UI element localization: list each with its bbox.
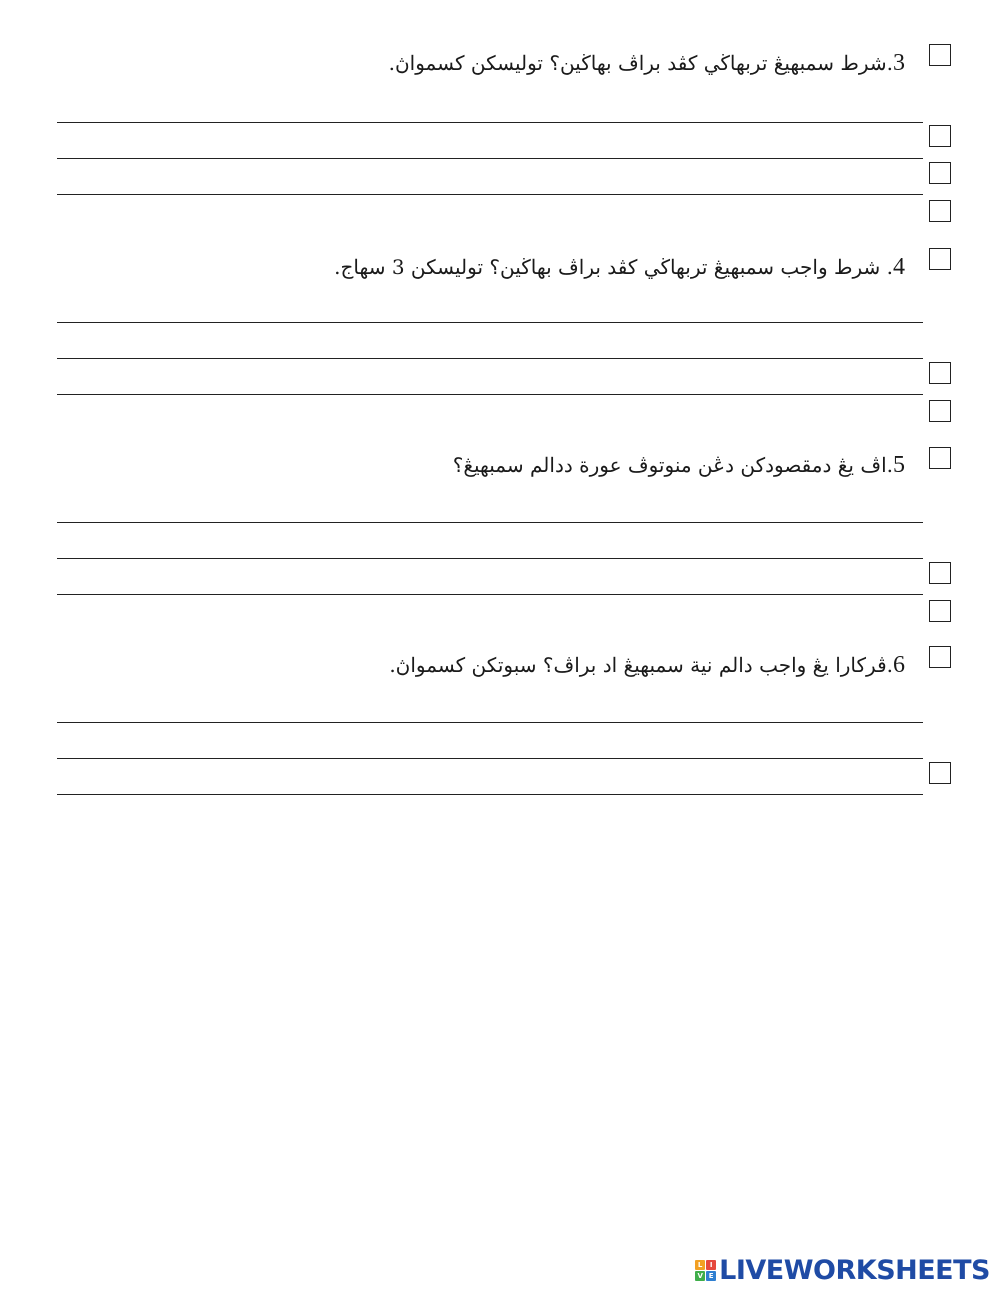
answer-line[interactable] [57,158,923,159]
answer-checkbox-q4[interactable] [929,248,951,270]
answer-checkbox-q3[interactable] [929,44,951,66]
question-5-text: .اڤ يڠ دمقصودكن دڠن منوتوڤ عورة ددالم سمبهيڠ؟ [452,453,893,477]
logo-mark-letter: I [706,1260,716,1270]
logo-text: LIVEWORKSHEETS [719,1254,990,1286]
logo-mark-letter: E [706,1271,716,1281]
answer-checkbox-q6[interactable] [929,646,951,668]
answer-line[interactable] [57,594,923,595]
answer-checkbox[interactable] [929,400,951,422]
answer-checkbox[interactable] [929,162,951,184]
question-4-text: . شرط واجب سمبهيڠ تربهاڬي كڤد براڤ بهاڬين؟ توليسكن 3 سهاج. [334,255,893,279]
answer-line[interactable] [57,558,923,559]
answer-line[interactable] [57,394,923,395]
question-4 [334,254,905,280]
answer-line[interactable] [57,522,923,523]
answer-line[interactable] [57,122,923,123]
question-5 [453,452,905,478]
question-4-number: 4 [893,254,905,280]
answer-checkbox[interactable] [929,362,951,384]
answer-line[interactable] [57,194,923,195]
answer-checkbox[interactable] [929,762,951,784]
question-3-text: .شرط سمبهيڠ تربهاڬي كڤد براڤ بهاڬين؟ توليسكن كسمواڽ. [388,51,893,75]
answer-checkbox[interactable] [929,200,951,222]
answer-line[interactable] [57,358,923,359]
question-3-number: 3 [893,50,905,76]
logo-mark-letter: V [695,1271,705,1281]
logo-mark-icon [695,1260,716,1281]
answer-checkbox[interactable] [929,125,951,147]
question-5-number: 5 [893,452,905,478]
answer-line[interactable] [57,722,923,723]
answer-line[interactable] [57,322,923,323]
answer-checkbox-q5[interactable] [929,447,951,469]
answer-line[interactable] [57,794,923,795]
logo-mark-letter: L [695,1260,705,1270]
question-6-text: .ڤركارا يڠ واجب دالم نية سمبهيڠ اد براڤ؟ سبوتكن كسمواڽ. [389,653,893,677]
question-6 [389,652,905,678]
question-6-number: 6 [893,652,905,678]
answer-line[interactable] [57,758,923,759]
liveworksheets-logo [695,1253,990,1287]
question-3 [389,50,905,76]
answer-checkbox[interactable] [929,600,951,622]
answer-checkbox[interactable] [929,562,951,584]
